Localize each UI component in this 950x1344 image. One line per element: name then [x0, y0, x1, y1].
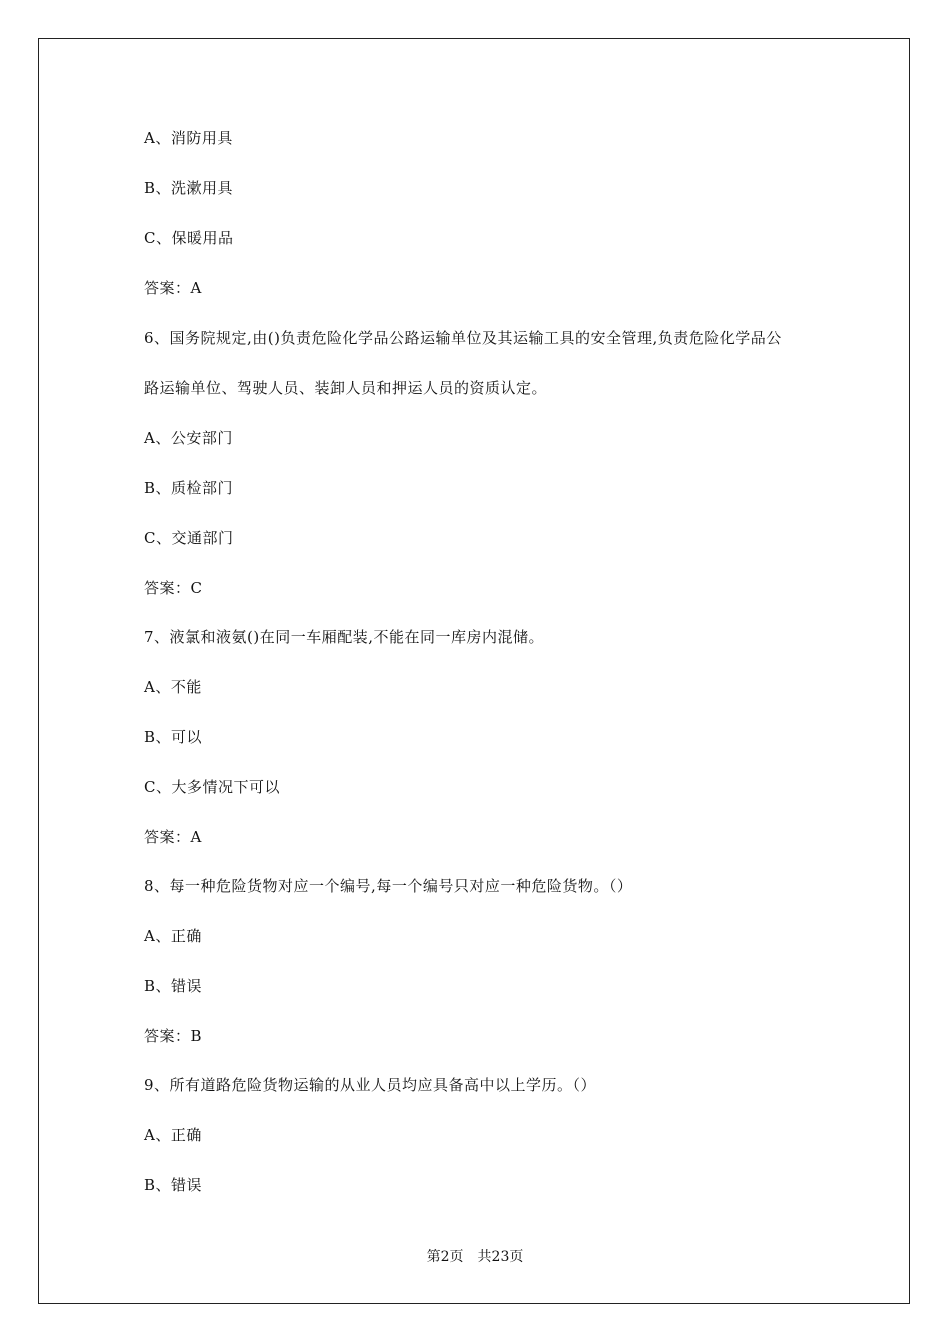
question-line: 9、所有道路危险货物运输的从业人员均应具备高中以上学历。（）	[144, 1076, 597, 1094]
answer-line: 答案：B	[144, 1027, 203, 1045]
option-line: B、错误	[144, 977, 203, 995]
option-line: A、不能	[144, 678, 202, 696]
page-footer	[0, 1248, 950, 1266]
question-line: 6、国务院规定,由()负责危险化学品公路运输单位及其运输工具的安全管理,负责危险化学品公	[144, 329, 782, 347]
option-line: C、大多情况下可以	[144, 778, 280, 796]
option-line: C、保暖用品	[144, 229, 234, 247]
option-line: A、正确	[144, 927, 202, 945]
answer-line: 答案：A	[144, 828, 202, 846]
option-line: B、洗漱用具	[144, 179, 234, 197]
option-line: A、正确	[144, 1126, 202, 1144]
question-line-continued: 路运输单位、驾驶人员、装卸人员和押运人员的资质认定。	[144, 379, 548, 397]
option-line: B、错误	[144, 1176, 203, 1194]
option-line: B、可以	[144, 728, 203, 746]
answer-line: 答案：C	[144, 579, 203, 597]
option-line: C、交通部门	[144, 529, 234, 547]
option-line: A、消防用具	[144, 129, 233, 147]
page-total: 共23页	[477, 1249, 524, 1265]
question-line: 7、液氯和液氨()在同一车厢配装,不能在同一库房内混储。	[144, 628, 545, 646]
question-line: 8、每一种危险货物对应一个编号,每一个编号只对应一种危险货物。（）	[144, 877, 633, 895]
option-line: A、公安部门	[144, 429, 233, 447]
option-line: B、质检部门	[144, 479, 234, 497]
answer-line: 答案：A	[144, 279, 202, 297]
page-number: 第2页	[426, 1249, 464, 1265]
